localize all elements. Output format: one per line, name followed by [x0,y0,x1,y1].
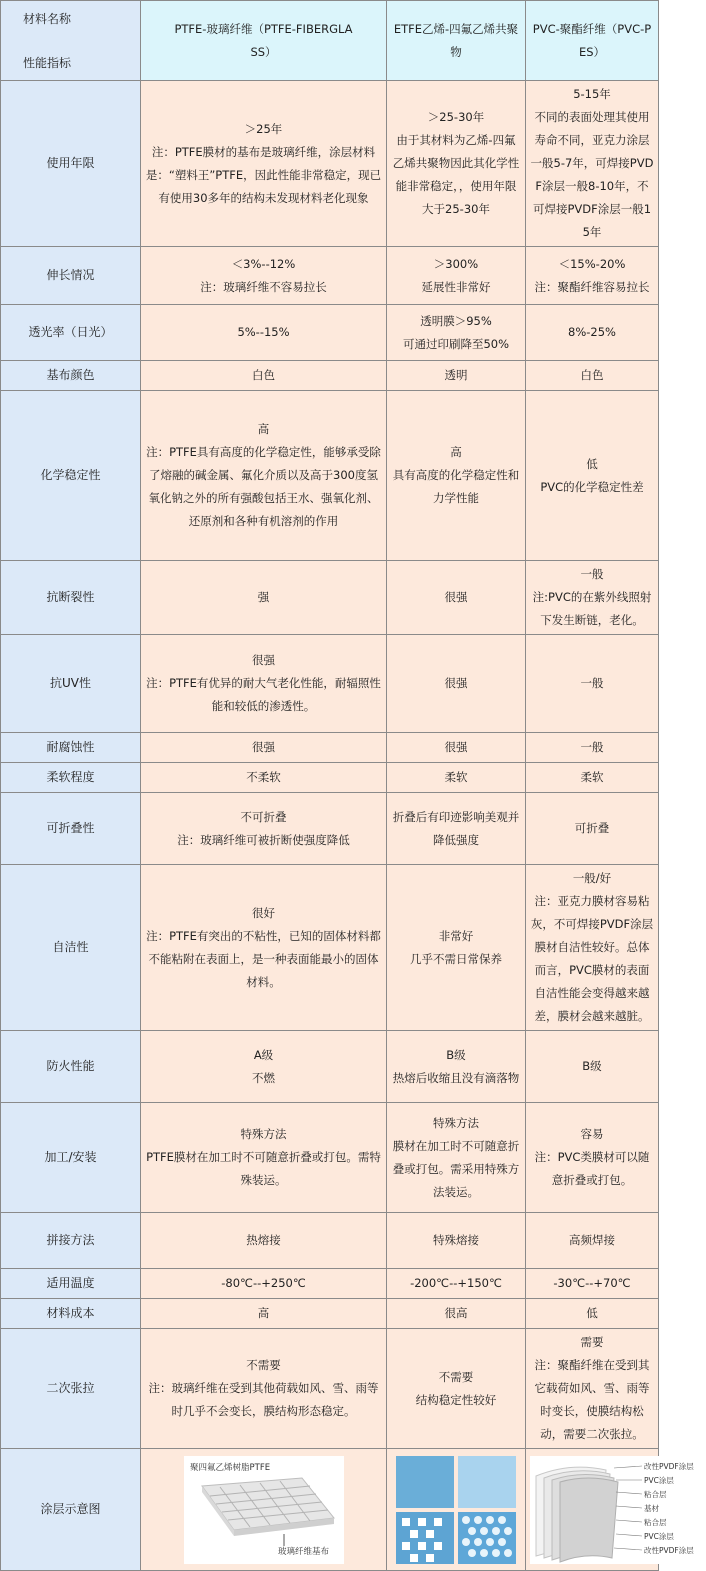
cell-line: 注：PTFE膜材的基布是玻璃纤维，涂层材料是：“塑料王”PTFE，因此性能非常稳定，现已有使用30多年的结构未发现材料老化现象 [145,144,382,205]
cell-line: 很强 [252,740,275,754]
table-row [1,561,659,635]
cell-line: 热熔后收缩且没有滴落物 [392,1070,520,1085]
pvc-layers-illustration [530,1456,706,1564]
pvc-layer-label: 改性PVDF涂层 [644,1461,694,1471]
cell-line: -200℃--+150℃ [410,1276,502,1290]
table-row [1,635,659,733]
row-label: 适用温度 [1,1269,141,1299]
cell-line: 不可折叠 [240,809,287,824]
cell-c2 [387,1329,526,1449]
cell-c2 [387,1103,526,1213]
cell-c3 [526,247,659,305]
cell-line: 注：PTFE有优异的耐大气老化性能，耐辐照性能和较低的渗透性。 [146,676,381,713]
cell-c1 [141,561,387,635]
cell-line: 注：亚克力膜材容易粘灰，不可焊接PVDF涂层膜材自洁性较好。总体而言，PVC膜材的表面自洁性能会变得越来越差，膜材会越来越脏。 [530,894,654,1023]
cell-line: ＞25年 [244,121,283,136]
row-label: 柔软程度 [1,763,141,793]
cell-c1 [141,391,387,561]
cell-line: 不同的表面处理其使用寿命不同，亚克力涂层一般5-7年，可焊接PVDF涂层一般8-10年，不可焊接PVDF涂层一般15年 [530,110,654,239]
cell-line: 很强 [444,740,468,754]
cell-line: 注：聚酯纤维在受到其它载荷如风、雪、雨等时变长，使膜结构松动，需要二次张拉。 [534,1358,650,1441]
row-label: 自洁性 [1,865,141,1031]
pvc-layer-label: PVC涂层 [644,1531,674,1541]
cell-line: 可通过印刷降至50% [402,336,510,351]
cell-c2 [387,733,526,763]
row-label: 耐腐蚀性 [1,733,141,763]
cell-c1 [141,247,387,305]
cell-c1 [141,1031,387,1103]
cell-line: 容易 [580,1127,604,1141]
pvc-layer-label: 粘合层 [644,1517,667,1527]
cell-c3 [526,1031,659,1103]
cell-line: 热熔接 [246,1233,281,1247]
cell-line: 特殊方法 [240,1127,287,1141]
table-row [1,81,659,247]
row-label: 防火性能 [1,1031,141,1103]
cell-line: 高频焊接 [569,1233,615,1247]
header-row [1,1,659,81]
cell-c1 [141,1269,387,1299]
cell-line: ＜15%-20% [558,256,626,271]
cell-line: 延展性非常好 [421,279,491,294]
pvc-layer-label: 改性PVDF涂层 [644,1545,694,1555]
cell-c1 [141,361,387,391]
cell-line: 一般 [580,676,604,690]
cell-line: ＜3%--12% [231,256,296,271]
cell-c1 [141,305,387,361]
row-label: 化学稳定性 [1,391,141,561]
cell-line: 一般 [580,567,604,581]
cell-line: 强 [257,590,270,604]
cell-line: 可折叠 [574,821,610,835]
cell-c3 [526,1299,659,1329]
ptfe-top-caption: 聚四氟乙烯树脂PTFE [189,1462,270,1473]
cell-c3 [526,793,659,865]
cell-line: 白色 [252,368,275,382]
cell-c2 [387,793,526,865]
cell-line: 具有高度的化学稳定性和力学性能 [392,468,520,505]
cell-c1 [141,1299,387,1329]
cell-line: 注：PTFE具有高度的化学稳定性，能够承受除了熔融的碱金属、氟化介质以及高于300度氢氧化钠之外的所有强酸包括王水、强氧化剂、还原剂和各种有机溶剂的作用 [146,445,381,528]
row-label: 抗断裂性 [1,561,141,635]
cell-c1 [141,1213,387,1269]
cell-line: 不燃 [252,1070,275,1085]
cell-line: 几乎不需日常保养 [410,951,502,966]
row-label: 加工/安装 [1,1103,141,1213]
cell-line: B级 [582,1059,602,1073]
row-label: 抗UV性 [1,635,141,733]
cell-line: ＞25-30年 [427,110,485,124]
corner-top-label: 材料名称 [23,11,72,26]
row-label: 材料成本 [1,1299,141,1329]
row-label: 使用年限 [1,81,141,247]
table-row [1,793,659,865]
corner-cell [1,1,141,81]
pvc-layer-label: PVC涂层 [644,1475,674,1485]
table-row [1,391,659,561]
table-row [1,247,659,305]
cell-line: PTFE膜材在加工时不可随意折叠或打包。需特殊装运。 [146,1150,381,1187]
cell-line: 注：玻璃纤维不容易拉长 [200,279,327,294]
cell-c3 [526,1213,659,1269]
cell-line: 高 [257,422,270,436]
cell-line: 高 [257,1306,270,1320]
table-row [1,1213,659,1269]
row-label: 二次张拉 [1,1329,141,1449]
diagram-row [1,1449,659,1571]
table-row [1,1031,659,1103]
cell-line: 透明膜＞95% [420,313,492,328]
corner-bottom-label: 性能指标 [23,55,72,70]
cell-line: 注:PVC的在紫外线照射下发生断链，老化。 [532,590,652,627]
cell-line: 很高 [444,1306,468,1320]
cell-c3 [526,1269,659,1299]
cell-line: 8%-25% [568,325,616,339]
ptfe-bottom-caption: 玻璃纤维基布 [277,1546,329,1557]
cell-line: 低 [586,456,598,471]
cell-c3 [526,305,659,361]
row-label: 拼接方法 [1,1213,141,1269]
table-row [1,1103,659,1213]
cell-line: 结构稳定性较好 [415,1392,497,1407]
cell-c2 [387,305,526,361]
cell-c1 [141,733,387,763]
cell-line: 注：玻璃纤维可被折断使强度降低 [177,832,350,847]
table-row [1,1269,659,1299]
cell-c3 [526,635,659,733]
table-row [1,733,659,763]
cell-line: 一般 [580,740,604,754]
cell-line: 由于其材料为乙烯-四氟乙烯共聚物因此其化学性能非常稳定，，使用年限大于25-30年 [392,133,520,216]
cell-c1 [141,635,387,733]
pvc-layer-label: 基材 [644,1503,659,1513]
cell-line: 非常好 [438,928,474,943]
cell-line: 膜材在加工时不可随意折叠或打包。需采用特殊方法装运。 [392,1138,520,1199]
table-row [1,1299,659,1329]
cell-c3 [526,865,659,1031]
cell-line: 注：PVC类膜材可以随意折叠或打包。 [534,1150,650,1187]
cell-line: 5%--15% [237,325,290,339]
row-label: 基布颜色 [1,361,141,391]
col-header-pvc: PVC-聚酯纤维（PVC-PES） [526,1,659,81]
cell-c2 [387,561,526,635]
cell-line: 白色 [580,368,604,382]
cell-line: B级 [446,1047,466,1062]
cell-line: 很强 [444,676,468,690]
table-row [1,305,659,361]
cell-c2 [387,81,526,247]
cell-c3 [526,1103,659,1213]
cell-c3 [526,81,659,247]
cell-c1 [141,865,387,1031]
row-label: 可折叠性 [1,793,141,865]
col-header-ptfe: PTFE-玻璃纤维（PTFE-FIBERGLASS） [141,1,387,81]
row-label: 透光率（日光） [1,305,141,361]
ptfe-diagram-cell [141,1449,387,1571]
cell-line: 5-15年 [573,87,611,101]
cell-c3 [526,733,659,763]
cell-c2 [387,1213,526,1269]
cell-line: 很强 [444,590,468,604]
cell-line: 柔软 [444,770,468,784]
cell-c3 [526,391,659,561]
cell-line: 不需要 [438,1369,474,1384]
table-row [1,361,659,391]
cell-line: 注：聚酯纤维容易拉长 [534,279,650,294]
cell-line: -80℃--+250℃ [221,1276,306,1290]
row-label: 涂层示意图 [1,1449,141,1571]
table-row [1,865,659,1031]
pvc-diagram-cell [526,1449,694,1571]
cell-line: 柔软 [580,770,604,784]
cell-line: 很强 [252,653,275,667]
etfe-diagram-cell [387,1449,526,1571]
cell-c2 [387,865,526,1031]
ptfe-weave-illustration [184,1456,344,1564]
cell-c3 [526,361,659,391]
cell-line: 透明 [444,368,468,382]
cell-line: 折叠后有印迹影响美观并降低强度 [392,809,520,847]
cell-line: PVC的化学稳定性差 [540,479,644,494]
cell-c3 [526,763,659,793]
cell-c2 [387,361,526,391]
cell-line: 一般/好 [572,871,612,885]
cell-line: A级 [253,1047,274,1062]
cell-c1 [141,1329,387,1449]
cell-line: 高 [450,445,462,459]
cell-line: 不需要 [246,1358,281,1372]
cell-line: 需要 [580,1335,604,1349]
cell-line: 注：玻璃纤维在受到其他荷载如风、雪、雨等时几乎不会变长，膜结构形态稳定。 [148,1381,379,1418]
cell-c1 [141,793,387,865]
cell-c2 [387,1031,526,1103]
etfe-samples-illustration [396,1456,516,1564]
cell-c2 [387,247,526,305]
cell-c1 [141,763,387,793]
cell-line: -30℃--+70℃ [553,1276,631,1290]
cell-line: 很好 [252,905,275,920]
cell-line: 注：PTFE有突出的不粘性，已知的固体材料都不能粘附在表面上，是一种表面能最小的固体材料。 [146,928,381,989]
cell-c1 [141,81,387,247]
cell-c2 [387,391,526,561]
cell-c3 [526,1329,659,1449]
table-row [1,763,659,793]
cell-line: 特殊熔接 [433,1233,479,1247]
pvc-layer-label: 粘合层 [644,1489,667,1499]
cell-c2 [387,763,526,793]
cell-c2 [387,635,526,733]
cell-line: ＞300% [433,256,479,271]
cell-line: 低 [586,1306,598,1320]
cell-c2 [387,1269,526,1299]
col-header-etfe: ETFE乙烯-四氟乙烯共聚物 [387,1,526,81]
table-row [1,1329,659,1449]
cell-line: 不柔软 [246,770,281,784]
cell-c3 [526,561,659,635]
row-label: 伸长情况 [1,247,141,305]
cell-c1 [141,1103,387,1213]
cell-line: 特殊方法 [433,1115,479,1130]
cell-c2 [387,1299,526,1329]
